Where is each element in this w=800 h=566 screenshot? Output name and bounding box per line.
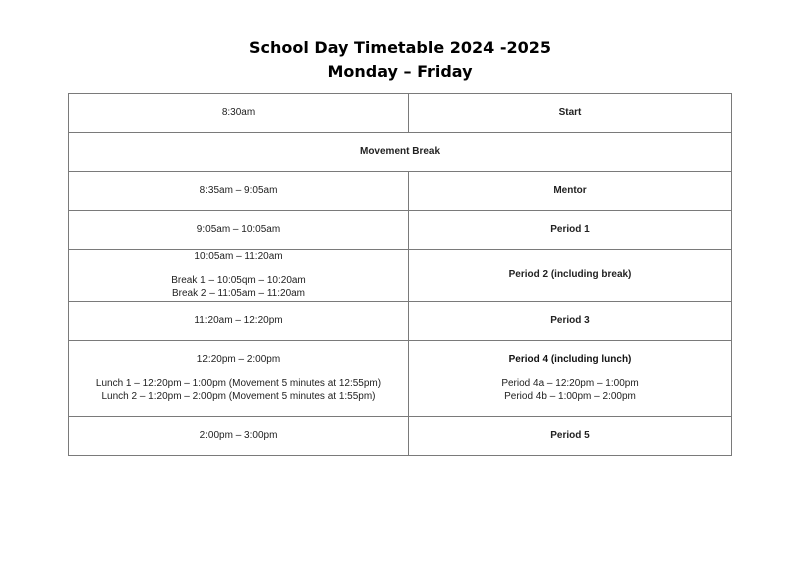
table-row — [69, 172, 732, 211]
time-cell: 8:30am — [69, 94, 409, 133]
lunch-detail: Lunch 2 – 1:20pm – 2:00pm (Movement 5 minutes at 1:55pm) — [101, 390, 376, 402]
title-block — [0, 36, 800, 84]
time-cell — [69, 250, 409, 302]
activity-cell: Period 1 — [409, 211, 732, 250]
break-detail: Break 2 – 11:05am – 11:20am — [171, 287, 306, 299]
page-subtitle: Monday – Friday — [327, 62, 473, 81]
table-row — [69, 417, 732, 456]
activity-cell: Period 3 — [409, 302, 732, 341]
table-row — [69, 302, 732, 341]
period-detail: Period 4a – 12:20pm – 1:00pm — [501, 378, 639, 390]
time-range: 10:05am – 11:20am — [194, 250, 283, 262]
activity-title: Period 4 (including lunch) — [508, 353, 632, 365]
time-cell — [69, 341, 409, 417]
activity-cell: Mentor — [409, 172, 732, 211]
time-range: 12:20pm – 2:00pm — [196, 353, 281, 365]
activity-cell: Start — [409, 94, 732, 133]
table-row — [69, 133, 732, 172]
time-cell: 11:20am – 12:20pm — [69, 302, 409, 341]
activity-cell — [409, 341, 732, 417]
full-width-cell: Movement Break — [69, 133, 732, 172]
time-cell: 2:00pm – 3:00pm — [69, 417, 409, 456]
time-cell: 9:05am – 10:05am — [69, 211, 409, 250]
table-row — [69, 341, 732, 417]
activity-cell: Period 5 — [409, 417, 732, 456]
activity-cell: Period 2 (including break) — [409, 250, 732, 302]
table-row — [69, 250, 732, 302]
page-title: School Day Timetable 2024 -2025 — [248, 38, 552, 57]
lunch-detail: Lunch 1 – 12:20pm – 1:00pm (Movement 5 minutes at 12:55pm) — [95, 378, 382, 390]
timetable — [68, 93, 732, 456]
period-detail: Period 4b – 1:00pm – 2:00pm — [504, 390, 636, 402]
table-row — [69, 94, 732, 133]
time-cell: 8:35am – 9:05am — [69, 172, 409, 211]
table-row — [69, 211, 732, 250]
break-detail: Break 1 – 10:05qm – 10:20am — [171, 275, 306, 287]
